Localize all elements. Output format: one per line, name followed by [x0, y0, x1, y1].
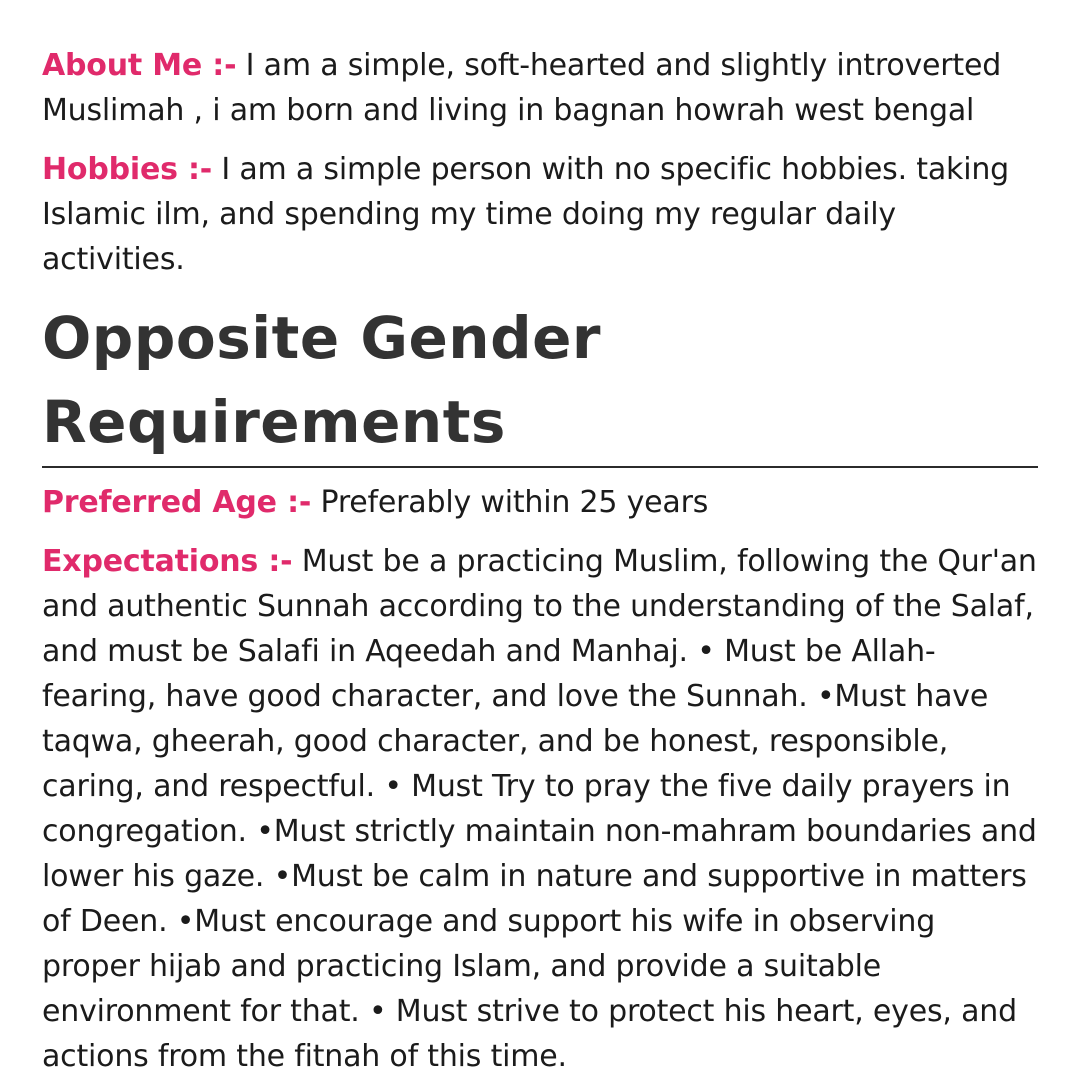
about-me-text: I am a simple, soft-hearted and slightly introverted Muslimah , i am born and living in bagnan howrah west bengal	[42, 48, 1002, 128]
heading-divider	[42, 466, 1038, 468]
expectations-paragraph	[42, 539, 1038, 1079]
expectations-label: Expectations :-	[42, 544, 293, 579]
hobbies-paragraph	[42, 147, 1038, 282]
preferred-age-label: Preferred Age :-	[42, 485, 312, 520]
expectations-text: Must be a practicing Muslim, following the Qur'an and authentic Sunnah according to the understanding of the Salaf, and must be Salafi in Aqeedah and Manhaj. • Must be Allah-fearing, have good character, and love the Sunnah. •Must have taqwa, gheerah, good character, and be honest, responsible, caring, and respectful. • Must Try to pray the five daily prayers in congregation. •Must strictly maintain non-mahram boundaries and lower his gaze. •Must be calm in nature and supportive in matters of Deen. •Must encourage and support his wife in observing proper hijab and practicing Islam, and provide a suitable environment for that. • Must strive to protect his heart, eyes, and actions from the fitnah of this time.	[42, 544, 1037, 1074]
preferred-age-paragraph	[42, 480, 1038, 525]
hobbies-label: Hobbies :-	[42, 152, 213, 187]
about-me-label: About Me :-	[42, 48, 237, 83]
requirements-heading: Opposite Gender Requirements	[42, 304, 602, 456]
about-me-paragraph	[42, 43, 1038, 133]
hobbies-text: I am a simple person with no specific hobbies. taking Islamic ilm, and spending my time doing my regular daily activities.	[42, 152, 1009, 277]
preferred-age-text: Preferably within 25 years	[311, 485, 709, 520]
